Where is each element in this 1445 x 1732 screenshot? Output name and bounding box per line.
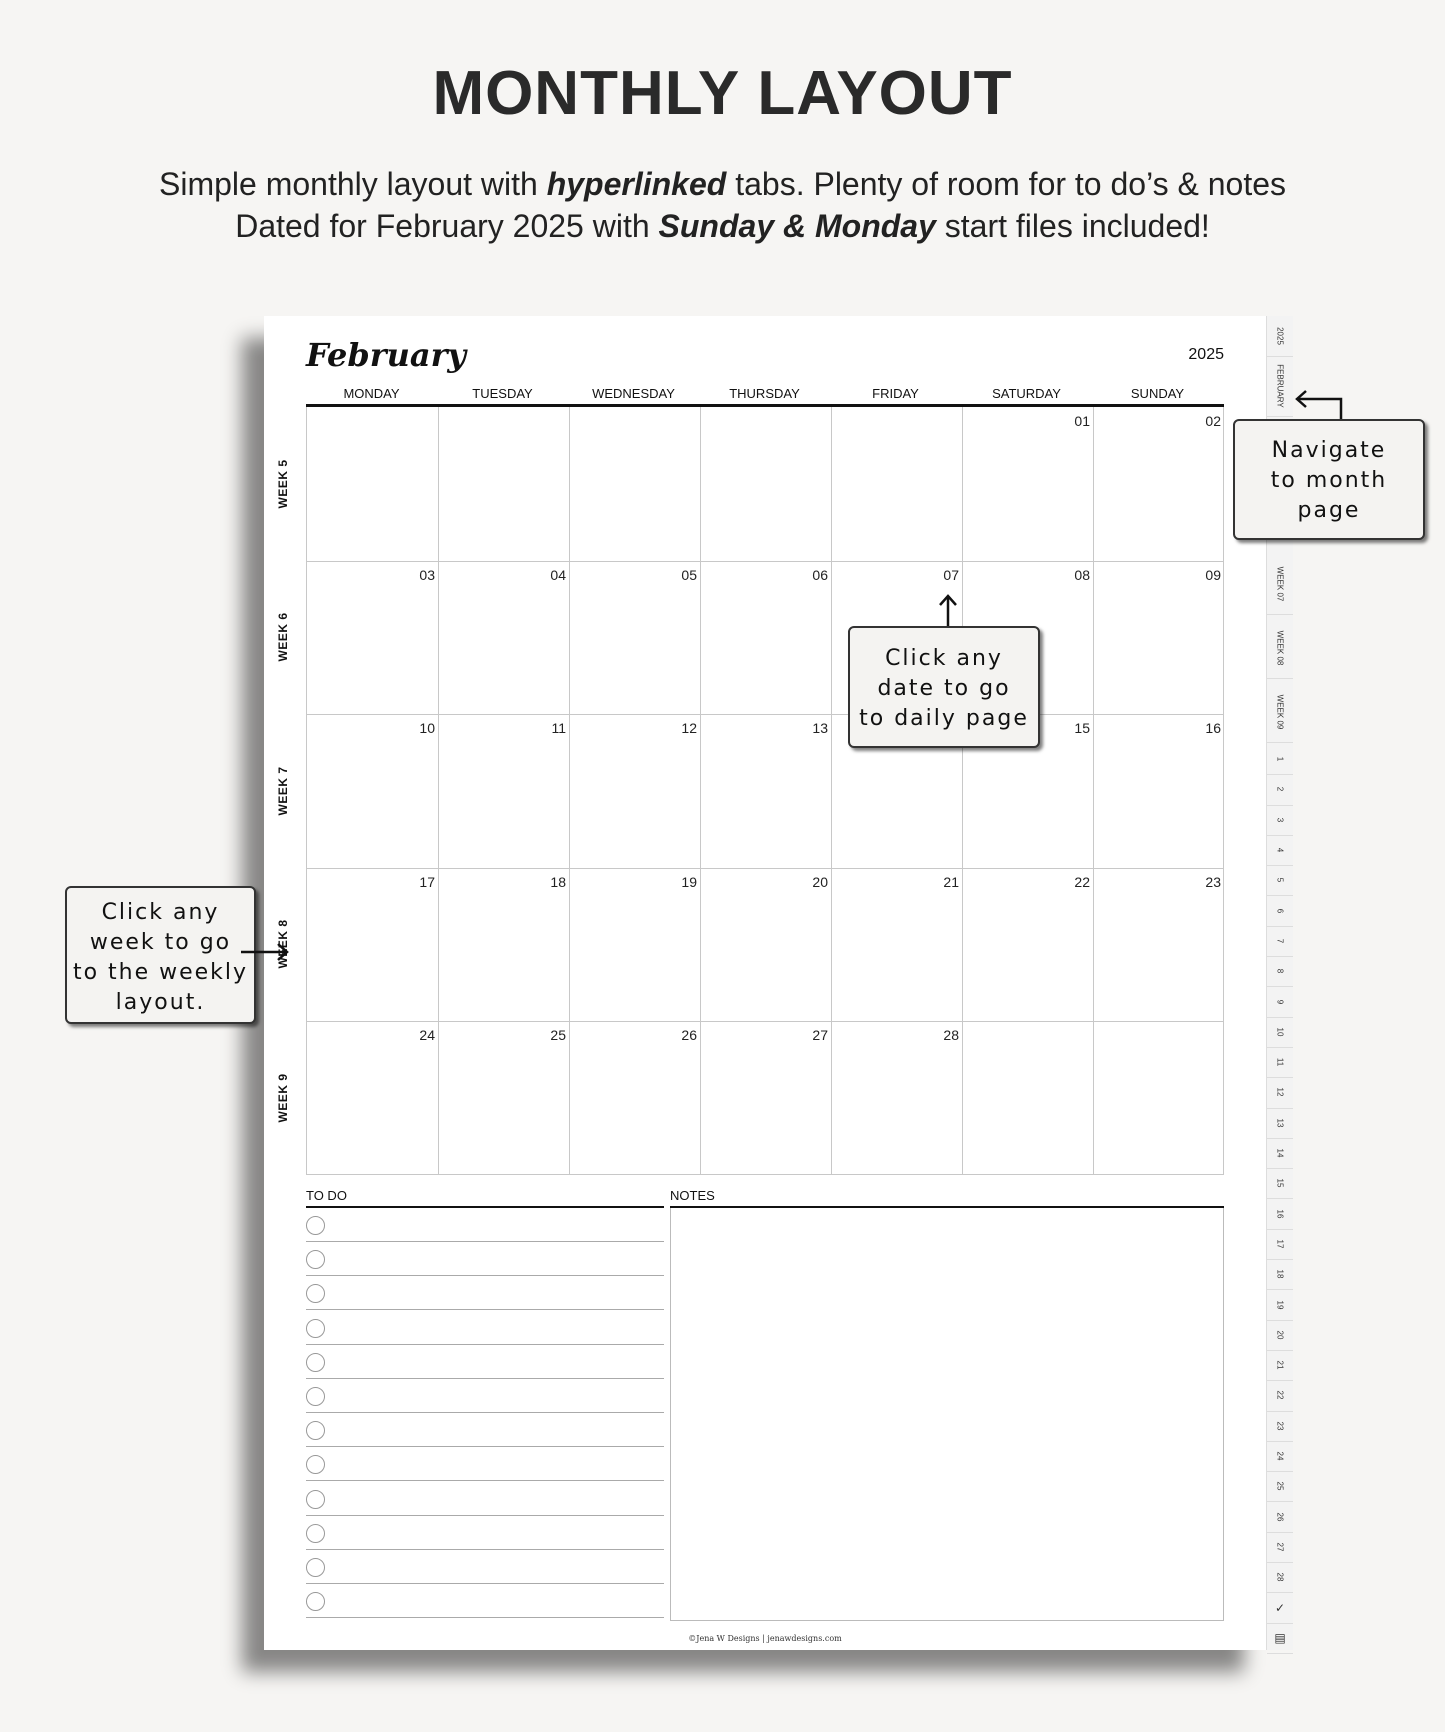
side-tab-label: 25 xyxy=(1275,1481,1285,1491)
side-tab-label: 10 xyxy=(1275,1027,1285,1037)
subtitle-bold: Sunday & Monday xyxy=(658,208,936,244)
side-tab-label: 18 xyxy=(1275,1269,1285,1279)
day-number: 27 xyxy=(812,1027,828,1044)
day-number: 12 xyxy=(681,720,697,737)
side-tab-label: 8 xyxy=(1275,969,1285,974)
day-header-wednesday: WEDNESDAY xyxy=(592,386,675,401)
side-tab-label: WEEK 07 xyxy=(1275,566,1285,602)
side-tab-label: 6 xyxy=(1275,908,1285,913)
day-number: 06 xyxy=(812,566,828,583)
day-number: 05 xyxy=(681,566,697,583)
side-tab-label: 9 xyxy=(1275,999,1285,1004)
side-tab-label: 12 xyxy=(1275,1087,1285,1097)
notes-label: NOTES xyxy=(670,1188,715,1203)
callout-text: Click any xyxy=(885,646,1003,671)
day-number: 26 xyxy=(681,1027,697,1044)
day-header-friday: FRIDAY xyxy=(872,386,919,401)
side-tab-label: 15 xyxy=(1275,1178,1285,1188)
side-tab-label: 28 xyxy=(1275,1572,1285,1582)
day-number: 10 xyxy=(419,720,435,737)
day-number: 23 xyxy=(1205,873,1221,890)
day-number: 28 xyxy=(943,1027,959,1044)
side-tab-label: WEEK 09 xyxy=(1275,694,1285,730)
subtitle-bold: hyperlinked xyxy=(546,166,727,202)
subtitle-text: tabs. Plenty of room for to do’s & notes xyxy=(726,166,1287,202)
side-tab-label: 22 xyxy=(1275,1390,1285,1400)
side-tab-label: 3 xyxy=(1275,817,1285,822)
week-label: WEEK 8 xyxy=(276,919,290,969)
day-number: 08 xyxy=(1074,566,1090,583)
side-tab-label: FEBRUARY xyxy=(1275,364,1285,408)
side-tab-label: 13 xyxy=(1275,1118,1285,1128)
side-tab-label: 26 xyxy=(1275,1512,1285,1522)
day-number: 01 xyxy=(1074,413,1090,429)
week-label: WEEK 7 xyxy=(276,766,290,816)
side-tab-label: 20 xyxy=(1275,1330,1285,1340)
side-tab-label: 17 xyxy=(1275,1239,1285,1249)
footer-credit: ©Jena W Designs | jenawdesigns.com xyxy=(688,1634,842,1643)
side-tab-label: WEEK 08 xyxy=(1275,630,1285,666)
month-title[interactable]: February xyxy=(306,336,467,374)
subtitle-text: Simple monthly layout with xyxy=(158,166,547,202)
callout-text: Navigate xyxy=(1271,438,1387,463)
callout-text: week to go xyxy=(89,930,232,955)
day-number: 03 xyxy=(419,566,435,583)
day-number: 13 xyxy=(812,720,828,737)
day-number: 04 xyxy=(550,566,566,583)
day-number: 11 xyxy=(551,720,566,737)
week-label: WEEK 9 xyxy=(276,1073,290,1123)
day-number: 09 xyxy=(1205,566,1221,583)
day-number: 25 xyxy=(550,1027,566,1044)
week-label: WEEK 5 xyxy=(276,458,290,509)
subtitle-text: start files included! xyxy=(935,208,1210,244)
side-tab-label: 27 xyxy=(1275,1542,1285,1552)
day-number: 15 xyxy=(1074,720,1090,737)
day-number: 17 xyxy=(419,873,435,890)
side-tab-label: 16 xyxy=(1275,1209,1285,1219)
side-tab-label: 11 xyxy=(1275,1057,1285,1067)
subtitle-text: Dated for February 2025 with xyxy=(235,208,659,244)
callout-text: to daily page xyxy=(859,706,1029,731)
side-tab-label: 5 xyxy=(1275,878,1285,883)
callout-text: layout. xyxy=(115,990,206,1015)
day-number: 21 xyxy=(943,873,959,890)
callout-text: page xyxy=(1297,498,1361,523)
side-tab-label: 19 xyxy=(1275,1300,1285,1309)
day-header-saturday: SATURDAY xyxy=(992,386,1061,401)
year-label: 2025 xyxy=(1188,346,1224,363)
callout-text: to the weekly xyxy=(72,960,249,985)
side-tab-label: 24 xyxy=(1275,1451,1285,1461)
side-tab-label: 2025 xyxy=(1275,327,1285,345)
callout-text: Click any xyxy=(101,900,220,925)
callout-text: date to go xyxy=(877,676,1011,701)
todo-label: TO DO xyxy=(306,1188,347,1203)
day-header-sunday: SUNDAY xyxy=(1130,386,1185,401)
day-number: 07 xyxy=(943,566,959,583)
side-tab-label: 4 xyxy=(1275,847,1285,853)
day-number: 20 xyxy=(812,873,828,890)
day-header-thursday: THURSDAY xyxy=(729,386,800,401)
day-number: 16 xyxy=(1205,720,1221,737)
day-number: 18 xyxy=(550,873,566,890)
side-tab-label: ▤ xyxy=(1274,1630,1286,1645)
side-tab-label: 7 xyxy=(1275,938,1285,944)
week-label: WEEK 6 xyxy=(276,612,290,662)
day-header-monday: MONDAY xyxy=(343,386,400,401)
side-tab-label: ✓ xyxy=(1274,1600,1286,1615)
day-number: 22 xyxy=(1074,873,1090,890)
side-tab-label: 1 xyxy=(1275,756,1285,762)
day-number: 24 xyxy=(419,1027,435,1044)
side-tab-label: 2 xyxy=(1275,787,1285,792)
side-tab-label: 23 xyxy=(1275,1421,1285,1431)
day-header-tuesday: TUESDAY xyxy=(472,386,533,401)
day-number: 19 xyxy=(681,873,697,890)
page-headline: MONTHLY LAYOUT xyxy=(432,59,1013,128)
side-tab-label: 21 xyxy=(1275,1360,1285,1370)
arrow-left-icon xyxy=(1298,399,1341,419)
day-number: 02 xyxy=(1205,413,1221,429)
side-tab-label: 14 xyxy=(1275,1148,1285,1158)
callout-text: to month xyxy=(1270,468,1388,493)
